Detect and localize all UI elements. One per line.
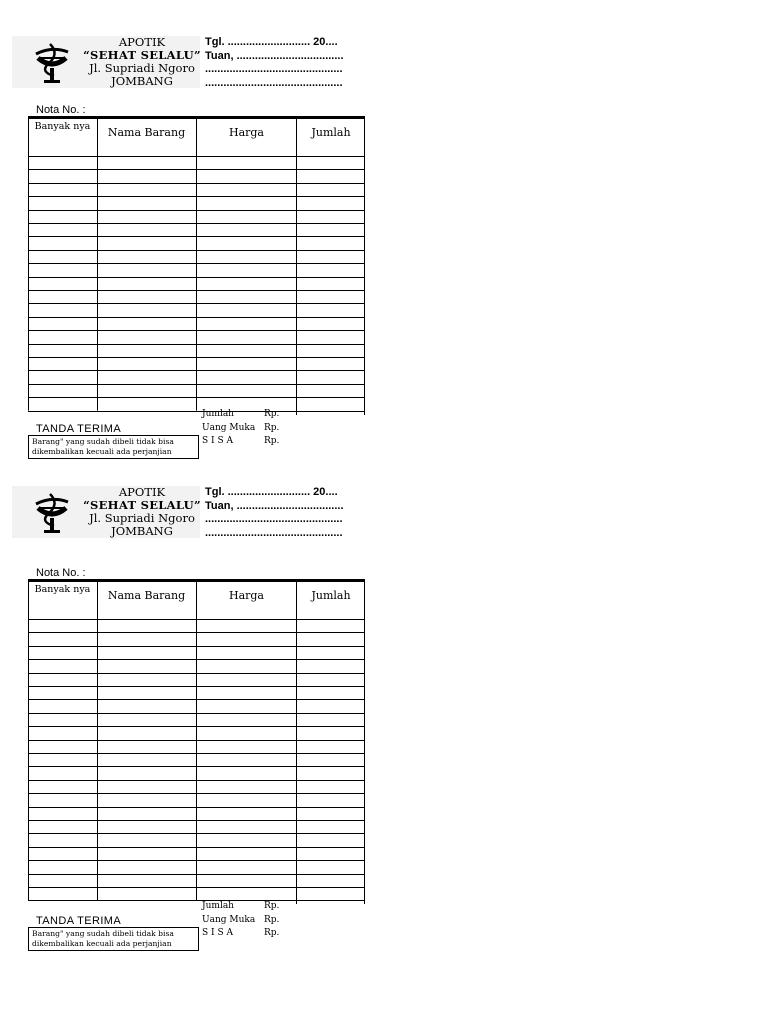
shop-info	[72, 36, 212, 88]
shop-city: JOMBANG	[111, 524, 173, 538]
summary-balance-rp: Rp.	[264, 928, 280, 938]
customer-header	[205, 36, 365, 90]
column-header-item-name: Nama Barang	[107, 589, 186, 602]
items-table	[28, 579, 365, 904]
summary-total-label: Jumlah	[202, 409, 234, 419]
summary-balance-rp: Rp.	[264, 436, 280, 446]
customer-header	[205, 486, 365, 540]
receipt-signature-label: TANDA TERIMA	[36, 915, 122, 927]
summary-downpayment-rp: Rp.	[264, 423, 280, 433]
pharmacy-bowl-snake-icon	[30, 490, 74, 536]
receipt-1	[0, 36, 768, 496]
column-header-total: Jumlah	[311, 589, 351, 602]
summary-balance-label: S I S A	[202, 436, 233, 446]
summary-total-rp: Rp.	[264, 409, 280, 419]
column-header-price: Harga	[228, 126, 264, 139]
return-policy-note	[28, 435, 199, 459]
items-table	[28, 116, 365, 415]
return-policy-line-1: Barang" yang sudah dibeli tidak bisa	[32, 929, 174, 938]
shop-address: Jl. Supriadi Ngoro	[89, 61, 195, 75]
shop-info	[72, 486, 212, 538]
return-policy-note	[28, 927, 199, 951]
customer-name-field[interactable]: Tuan, ...................................	[205, 49, 344, 62]
summary-total-rp: Rp.	[264, 901, 280, 911]
return-policy-line-2: dikembalikan kecuali ada perjanjian	[32, 939, 172, 948]
customer-address-line-2[interactable]: .............................................	[205, 76, 343, 89]
receipt-2	[0, 486, 768, 946]
items-table-grid	[28, 582, 365, 904]
shop-address: Jl. Supriadi Ngoro	[89, 511, 195, 525]
shop-city: JOMBANG	[111, 74, 173, 88]
shop-name: “SEHAT SELALU”	[83, 498, 201, 512]
return-policy-line-1: Barang" yang sudah dibeli tidak bisa	[32, 437, 174, 446]
summary-downpayment-label: Uang Muka	[202, 423, 256, 433]
shop-name: “SEHAT SELALU”	[83, 48, 201, 62]
customer-address-line-1[interactable]: .............................................	[205, 513, 343, 525]
nota-number-label: Nota No. :	[36, 567, 86, 579]
customer-address-line-2[interactable]: .............................................	[205, 526, 343, 539]
customer-address-line-1[interactable]: .............................................	[205, 63, 343, 75]
shop-type: APOTIK	[118, 35, 166, 49]
column-header-item-name: Nama Barang	[107, 126, 186, 139]
summary-downpayment-label: Uang Muka	[202, 915, 256, 925]
pharmacy-bowl-snake-icon	[30, 40, 74, 86]
summary-balance-label: S I S A	[202, 928, 233, 938]
date-field[interactable]: Tgl. ........................... 20....	[205, 486, 338, 498]
column-header-price: Harga	[228, 589, 264, 602]
return-policy-line-2: dikembalikan kecuali ada perjanjian	[32, 447, 172, 456]
column-header-total: Jumlah	[311, 126, 351, 139]
shop-logo-area	[12, 36, 200, 88]
shop-logo-area	[12, 486, 200, 538]
column-header-quantity: Banyak nya	[34, 121, 91, 132]
column-header-quantity: Banyak nya	[34, 584, 91, 595]
summary-total-label: Jumlah	[202, 901, 234, 911]
date-field[interactable]: Tgl. ........................... 20....	[205, 36, 338, 48]
items-table-grid	[28, 119, 365, 415]
nota-number-label: Nota No. :	[36, 104, 86, 116]
customer-name-field[interactable]: Tuan, ...................................	[205, 499, 344, 512]
receipt-signature-label: TANDA TERIMA	[36, 423, 122, 435]
summary-downpayment-rp: Rp.	[264, 915, 280, 925]
shop-type: APOTIK	[118, 485, 166, 499]
